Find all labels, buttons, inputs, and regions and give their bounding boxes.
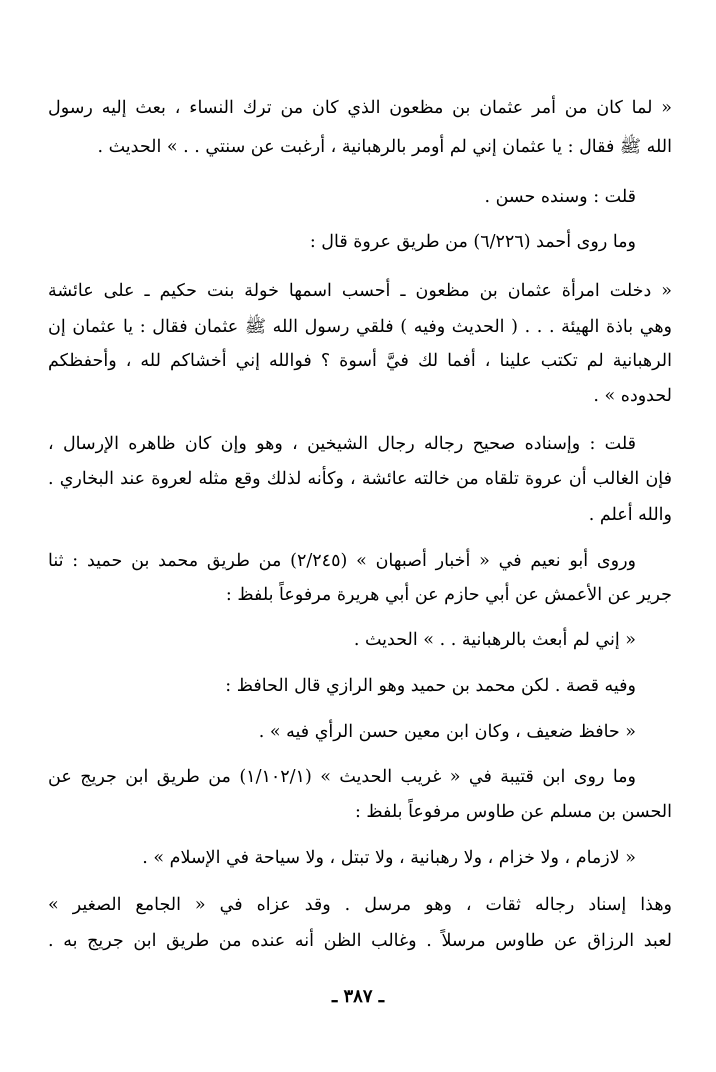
- text-line: جرير عن الأعمش عن أبي حازم عن أبي هريرة مرفوعاً بلفظ :: [225, 585, 672, 605]
- text-line: وما روى أحمد (٦/٢٢٦) من طريق عروة قال :: [309, 232, 636, 252]
- text-line: وهي باذة الهيئة . . . ( الحديث وفيه ) فلقي رسول الله ﷺ عثمان فقال : يا عثمان إن: [48, 317, 672, 337]
- text-line: « لما كان من أمر عثمان بن مظعون الذي كان من ترك النساء ، بعث إليه رسول: [48, 98, 672, 118]
- text-line: والله أعلم .: [588, 505, 672, 525]
- text-line: الله ﷺ فقال : يا عثمان إني لم أومر بالرهبانية ، أرغبت عن سنتي . . » الحديث .: [97, 137, 672, 157]
- text-line: « حافظ ضعيف ، وكان ابن معين حسن الرأي فيه » .: [258, 722, 636, 742]
- text-line: لعبد الرزاق عن طاوس مرسلاً . وغالب الظن أنه عنده من طريق ابن جريج به .: [48, 931, 672, 951]
- text-line: وروى أبو نعيم في « أخبار أصبهان » (٢/٢٤٥) من طريق محمد بن حميد : ثنا: [48, 551, 636, 571]
- text-line: وهذا إسناد رجاله ثقات ، وهو مرسل . وقد عزاه في « الجامع الصغير »: [48, 895, 672, 915]
- page-number: ـ ٣٨٧ ـ: [331, 986, 385, 1007]
- text-line: فإن الغالب أن عروة تلقاه من خالته عائشة ، وكأنه لذلك وقع مثله لعروة عند البخاري .: [48, 469, 672, 489]
- text-line: قلت : وإسناده صحيح رجاله رجال الشيخين ، وهو وإن كان ظاهره الإرسال ،: [48, 434, 636, 454]
- text-line: وفيه قصة . لكن محمد بن حميد وهو الرازي قال الحافظ :: [225, 676, 636, 696]
- text-line: الرهبانية لم تكتب علينا ، أفما لك فيَّ أسوة ؟ فوالله إني أخشاكم لله ، وأحفظكم: [48, 351, 672, 371]
- text-line: وما روى ابن قتيبة في « غريب الحديث » (١/١٠٢/١) من طريق ابن جريج عن: [48, 767, 636, 787]
- text-line: « لازمام ، ولا خزام ، ولا رهبانية ، ولا تبتل ، ولا سياحة في الإسلام » .: [142, 848, 636, 868]
- text-line: « إني لم أبعث بالرهبانية . . » الحديث .: [353, 630, 636, 650]
- text-line: « دخلت امرأة عثمان بن مظعون ـ أحسب اسمها خولة بنت حكيم ـ على عائشة: [48, 281, 672, 301]
- text-line: الحسن بن مسلم عن طاوس مرفوعاً بلفظ :: [354, 802, 672, 822]
- text-line: لحدوده » .: [593, 386, 672, 406]
- text-line: قلت : وسنده حسن .: [484, 187, 636, 207]
